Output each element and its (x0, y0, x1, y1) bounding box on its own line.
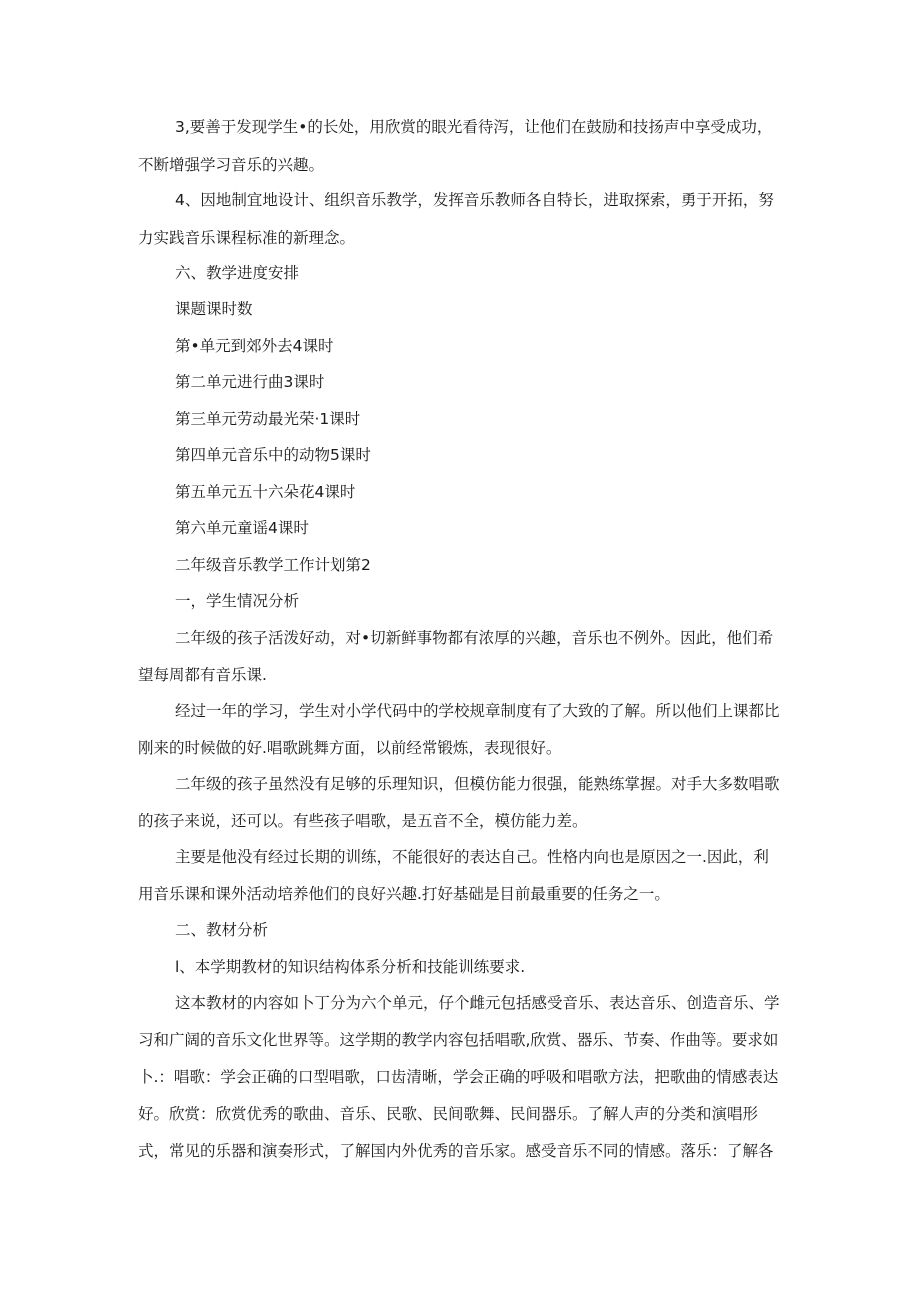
paragraph-line: 不断增强学习音乐的兴趣。 (138, 156, 325, 174)
paragraph-line: 卜.：唱歌：学会正确的口型唱歌，口齿清晰，学会正确的呼吸和唱歌方法，把歌曲的情感表达 (138, 1068, 779, 1086)
schedule-item: 第•单元到郊外去4课时 (175, 337, 334, 355)
schedule-item: 第三单元劳动最光荣·1课时 (175, 410, 361, 428)
paragraph-3 (138, 117, 778, 175)
paragraph-line: 二年级的孩子活泼好动，对•切新鲜事物都有浓厚的兴趣，音乐也不例外。因此，他们希 (175, 629, 774, 647)
paragraph-line: 4、因地制宜地设计、组织音乐教学，发挥音乐教师各自特长，进取探索，勇于开拓，努 (175, 191, 774, 209)
paragraph-line: 主要是他没有经过长期的训练，不能很好的表达自己。性格内向也是原因之一.因此，利 (175, 848, 769, 866)
paragraph-line: 二年级的孩子虽然没有足够的乐理知识，但模仿能力很强，能熟练掌握。对手大多数唱歌 (175, 775, 780, 793)
paragraph-line: 的孩子来说，还可以。有些孩子唱歌，是五音不全，模仿能力差。 (138, 812, 588, 830)
schedule-item: 第五单元五十六朵花4课时 (175, 483, 356, 501)
paragraph-line: 式，常见的乐器和演奏形式，了解国内外优秀的音乐家。感受音乐不同的情感。落乐：了解各 (138, 1142, 774, 1160)
section-heading: 二、教材分析 (175, 921, 269, 939)
section-heading: 六、教学进度安排 (175, 264, 300, 282)
schedule-item: 第四单元音乐中的动物5课时 (175, 446, 371, 464)
schedule-header: 课题课时数 (175, 300, 253, 318)
textbook-intro: l、本学期教材的知识结构体系分析和技能训练要求. (175, 958, 526, 976)
textbook-paragraph (138, 993, 778, 1161)
student-paragraph (138, 628, 778, 685)
paragraph-line: 经过一年的学习，学生对小学代码中的学校规章制度有了大致的了解。所以他们上课都比 (175, 702, 780, 720)
schedule-item: 第二单元进行曲3课时 (175, 373, 325, 391)
paragraph-line: 习和广阔的音乐文化世界等。这学期的教学内容包括唱歌,欣赏、器乐、节奏、作曲等。要求如 (138, 1031, 779, 1049)
paragraph-4 (138, 190, 778, 248)
paragraph-line: 望每周都有音乐课. (138, 666, 267, 684)
plan-title: 二年级音乐教学工作计划第2 (175, 556, 371, 574)
paragraph-line: 力实践音乐课程标准的新理念。 (138, 229, 356, 247)
paragraph-line: 3,要善于发现学生•的长处，用欣赏的眼光看待泻，让他们在鼓励和技扬声中享受成功， (175, 118, 773, 136)
student-paragraph (138, 701, 778, 758)
student-paragraph (138, 847, 778, 904)
paragraph-line: 用音乐课和课外活动培养他们的良好兴趣.打好基础是目前最重要的任务之一。 (138, 885, 670, 903)
paragraph-line: 刚来的时候做的好.唱歌跳舞方面，以前经常锻炼，表现很好。 (138, 739, 562, 757)
section-heading: 一，学生情况分析 (175, 592, 300, 610)
paragraph-line: 这本教材的内容如卜丁分为六个单元，仔个雌元包括感受音乐、表达音乐、创造音乐、学 (175, 994, 780, 1012)
student-paragraph (138, 774, 778, 831)
schedule-item: 第六单元童谣4课时 (175, 519, 309, 537)
paragraph-line: 好。欣赏：欣赏优秀的歌曲、音乐、民歌、民间歌舞、民间器乐。了解人声的分类和演唱形 (138, 1105, 759, 1123)
